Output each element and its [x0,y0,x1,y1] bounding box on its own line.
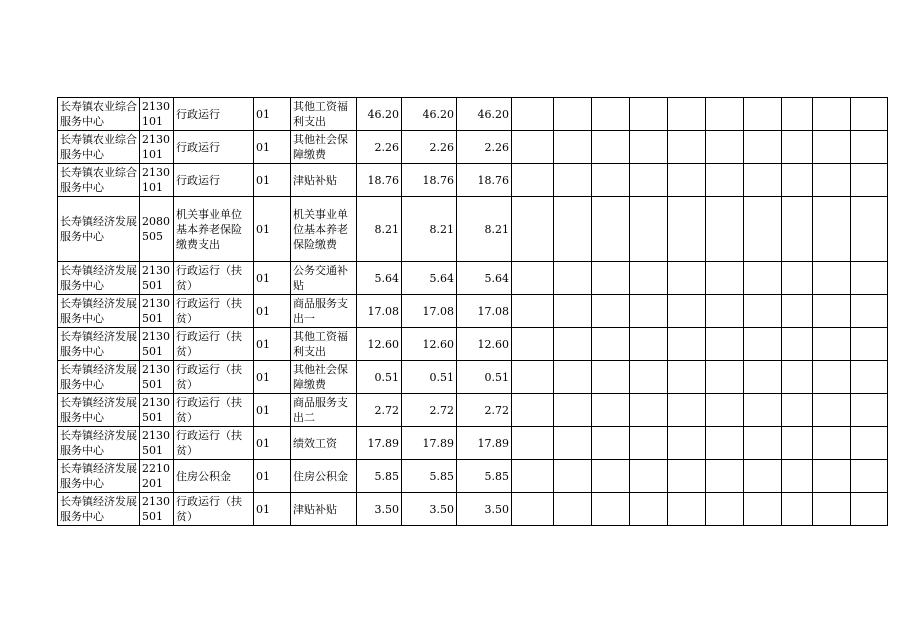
subtotal-amount-cell: 17.89 [457,427,512,460]
empty-cell [592,328,630,361]
empty-cell [851,164,888,197]
table-row [58,295,888,328]
empty-cell [744,328,782,361]
empty-cell [512,262,554,295]
empty-cell [512,295,554,328]
empty-cell [512,98,554,131]
empty-cell [554,164,592,197]
budget-table [57,97,888,526]
empty-cell [706,98,744,131]
empty-cell [782,394,813,427]
amount-cell: 17.08 [402,295,457,328]
unit-name-cell: 长寿镇经济发展服务中心 [58,493,140,526]
empty-cell [512,361,554,394]
function-code-cell: 2130501 [140,361,174,394]
unit-name-cell: 长寿镇经济发展服务中心 [58,262,140,295]
empty-cell [706,164,744,197]
unit-name-cell: 长寿镇经济发展服务中心 [58,427,140,460]
empty-cell [630,328,668,361]
empty-cell [630,295,668,328]
empty-cell [782,460,813,493]
empty-cell [630,131,668,164]
economic-item-cell: 机关事业单位基本养老保险缴费 [291,197,357,262]
function-code-cell: 2210201 [140,460,174,493]
subtotal-amount-cell: 46.20 [457,98,512,131]
function-item-cell: 行政运行（扶贫） [174,361,254,394]
empty-cell [630,394,668,427]
empty-cell [706,460,744,493]
economic-item-cell: 其他工资福利支出 [291,328,357,361]
type-code-cell: 01 [254,361,291,394]
empty-cell [706,493,744,526]
empty-cell [592,493,630,526]
economic-item-cell: 住房公积金 [291,460,357,493]
function-code-cell: 2130501 [140,427,174,460]
empty-cell [554,295,592,328]
amount-cell: 0.51 [402,361,457,394]
empty-cell [554,427,592,460]
function-item-cell: 机关事业单位基本养老保险缴费支出 [174,197,254,262]
empty-cell [592,295,630,328]
empty-cell [851,98,888,131]
empty-cell [813,493,851,526]
empty-cell [851,361,888,394]
subtotal-amount-cell: 2.72 [457,394,512,427]
table-row [58,164,888,197]
type-code-cell: 01 [254,493,291,526]
total-amount-cell: 5.64 [357,262,402,295]
total-amount-cell: 46.20 [357,98,402,131]
empty-cell [554,98,592,131]
amount-cell: 8.21 [402,197,457,262]
empty-cell [851,427,888,460]
economic-item-cell: 商品服务支出一 [291,295,357,328]
economic-item-cell: 绩效工资 [291,427,357,460]
empty-cell [512,394,554,427]
function-code-cell: 2130101 [140,98,174,131]
empty-cell [744,164,782,197]
empty-cell [592,131,630,164]
empty-cell [630,98,668,131]
economic-item-cell: 其他社会保障缴费 [291,361,357,394]
function-code-cell: 2080505 [140,197,174,262]
empty-cell [744,493,782,526]
empty-cell [630,460,668,493]
empty-cell [706,328,744,361]
economic-item-cell: 商品服务支出二 [291,394,357,427]
empty-cell [813,460,851,493]
empty-cell [744,361,782,394]
type-code-cell: 01 [254,394,291,427]
empty-cell [813,295,851,328]
empty-cell [813,164,851,197]
type-code-cell: 01 [254,98,291,131]
empty-cell [782,328,813,361]
amount-cell: 12.60 [402,328,457,361]
empty-cell [782,98,813,131]
amount-cell: 18.76 [402,164,457,197]
empty-cell [744,197,782,262]
empty-cell [668,460,706,493]
type-code-cell: 01 [254,164,291,197]
total-amount-cell: 0.51 [357,361,402,394]
function-code-cell: 2130501 [140,493,174,526]
empty-cell [592,197,630,262]
economic-item-cell: 公务交通补贴 [291,262,357,295]
empty-cell [554,328,592,361]
empty-cell [782,361,813,394]
economic-item-cell: 其他社会保障缴费 [291,131,357,164]
empty-cell [813,131,851,164]
empty-cell [668,427,706,460]
empty-cell [554,197,592,262]
empty-cell [554,493,592,526]
unit-name-cell: 长寿镇经济发展服务中心 [58,328,140,361]
function-code-cell: 2130501 [140,394,174,427]
type-code-cell: 01 [254,131,291,164]
type-code-cell: 01 [254,197,291,262]
empty-cell [851,328,888,361]
empty-cell [706,197,744,262]
subtotal-amount-cell: 5.64 [457,262,512,295]
table-row [58,98,888,131]
economic-item-cell: 津贴补贴 [291,164,357,197]
empty-cell [744,295,782,328]
empty-cell [744,262,782,295]
unit-name-cell: 长寿镇农业综合服务中心 [58,164,140,197]
empty-cell [706,262,744,295]
amount-cell: 17.89 [402,427,457,460]
empty-cell [782,164,813,197]
table-row [58,394,888,427]
empty-cell [512,131,554,164]
function-item-cell: 行政运行（扶贫） [174,262,254,295]
total-amount-cell: 2.72 [357,394,402,427]
empty-cell [630,493,668,526]
empty-cell [554,262,592,295]
empty-cell [744,131,782,164]
subtotal-amount-cell: 17.08 [457,295,512,328]
empty-cell [813,262,851,295]
empty-cell [782,493,813,526]
total-amount-cell: 12.60 [357,328,402,361]
empty-cell [782,262,813,295]
function-item-cell: 行政运行（扶贫） [174,427,254,460]
function-code-cell: 2130501 [140,262,174,295]
table-row [58,361,888,394]
empty-cell [630,262,668,295]
table-row [58,262,888,295]
empty-cell [782,427,813,460]
empty-cell [851,394,888,427]
empty-cell [782,295,813,328]
empty-cell [706,295,744,328]
empty-cell [668,493,706,526]
empty-cell [592,164,630,197]
empty-cell [554,460,592,493]
function-item-cell: 行政运行 [174,98,254,131]
empty-cell [744,460,782,493]
amount-cell: 3.50 [402,493,457,526]
empty-cell [592,460,630,493]
type-code-cell: 01 [254,295,291,328]
subtotal-amount-cell: 18.76 [457,164,512,197]
empty-cell [706,131,744,164]
empty-cell [592,361,630,394]
empty-cell [851,197,888,262]
table-row [58,493,888,526]
empty-cell [744,427,782,460]
empty-cell [668,328,706,361]
function-item-cell: 行政运行 [174,131,254,164]
unit-name-cell: 长寿镇农业综合服务中心 [58,131,140,164]
unit-name-cell: 长寿镇经济发展服务中心 [58,295,140,328]
total-amount-cell: 8.21 [357,197,402,262]
empty-cell [744,394,782,427]
amount-cell: 5.64 [402,262,457,295]
empty-cell [782,197,813,262]
function-item-cell: 行政运行 [174,164,254,197]
function-item-cell: 住房公积金 [174,460,254,493]
empty-cell [851,460,888,493]
empty-cell [851,295,888,328]
total-amount-cell: 2.26 [357,131,402,164]
type-code-cell: 01 [254,262,291,295]
type-code-cell: 01 [254,328,291,361]
function-item-cell: 行政运行（扶贫） [174,493,254,526]
amount-cell: 5.85 [402,460,457,493]
table-row [58,197,888,262]
function-code-cell: 2130101 [140,131,174,164]
empty-cell [813,361,851,394]
empty-cell [668,131,706,164]
empty-cell [706,394,744,427]
empty-cell [668,361,706,394]
empty-cell [813,328,851,361]
unit-name-cell: 长寿镇经济发展服务中心 [58,361,140,394]
empty-cell [512,164,554,197]
empty-cell [630,427,668,460]
empty-cell [630,361,668,394]
subtotal-amount-cell: 12.60 [457,328,512,361]
total-amount-cell: 18.76 [357,164,402,197]
empty-cell [592,98,630,131]
function-code-cell: 2130501 [140,328,174,361]
amount-cell: 2.26 [402,131,457,164]
type-code-cell: 01 [254,460,291,493]
total-amount-cell: 3.50 [357,493,402,526]
unit-name-cell: 长寿镇农业综合服务中心 [58,98,140,131]
table-row [58,131,888,164]
function-item-cell: 行政运行（扶贫） [174,328,254,361]
table-row [58,328,888,361]
empty-cell [630,197,668,262]
empty-cell [668,197,706,262]
empty-cell [668,262,706,295]
amount-cell: 46.20 [402,98,457,131]
empty-cell [554,131,592,164]
total-amount-cell: 5.85 [357,460,402,493]
empty-cell [512,427,554,460]
empty-cell [744,98,782,131]
empty-cell [630,164,668,197]
subtotal-amount-cell: 3.50 [457,493,512,526]
empty-cell [512,197,554,262]
total-amount-cell: 17.08 [357,295,402,328]
unit-name-cell: 长寿镇经济发展服务中心 [58,460,140,493]
total-amount-cell: 17.89 [357,427,402,460]
empty-cell [782,131,813,164]
function-code-cell: 2130101 [140,164,174,197]
empty-cell [554,394,592,427]
amount-cell: 2.72 [402,394,457,427]
empty-cell [668,295,706,328]
type-code-cell: 01 [254,427,291,460]
empty-cell [554,361,592,394]
economic-item-cell: 津贴补贴 [291,493,357,526]
empty-cell [851,131,888,164]
unit-name-cell: 长寿镇经济发展服务中心 [58,394,140,427]
empty-cell [813,427,851,460]
empty-cell [512,493,554,526]
empty-cell [512,460,554,493]
empty-cell [592,427,630,460]
empty-cell [668,98,706,131]
empty-cell [668,164,706,197]
subtotal-amount-cell: 8.21 [457,197,512,262]
function-code-cell: 2130501 [140,295,174,328]
empty-cell [592,394,630,427]
empty-cell [851,493,888,526]
empty-cell [813,197,851,262]
empty-cell [512,328,554,361]
empty-cell [706,361,744,394]
empty-cell [851,262,888,295]
table-row [58,427,888,460]
empty-cell [706,427,744,460]
subtotal-amount-cell: 2.26 [457,131,512,164]
economic-item-cell: 其他工资福利支出 [291,98,357,131]
table-row [58,460,888,493]
table-body [58,98,888,526]
empty-cell [813,98,851,131]
function-item-cell: 行政运行（扶贫） [174,394,254,427]
subtotal-amount-cell: 0.51 [457,361,512,394]
subtotal-amount-cell: 5.85 [457,460,512,493]
empty-cell [668,394,706,427]
unit-name-cell: 长寿镇经济发展服务中心 [58,197,140,262]
empty-cell [813,394,851,427]
function-item-cell: 行政运行（扶贫） [174,295,254,328]
empty-cell [592,262,630,295]
